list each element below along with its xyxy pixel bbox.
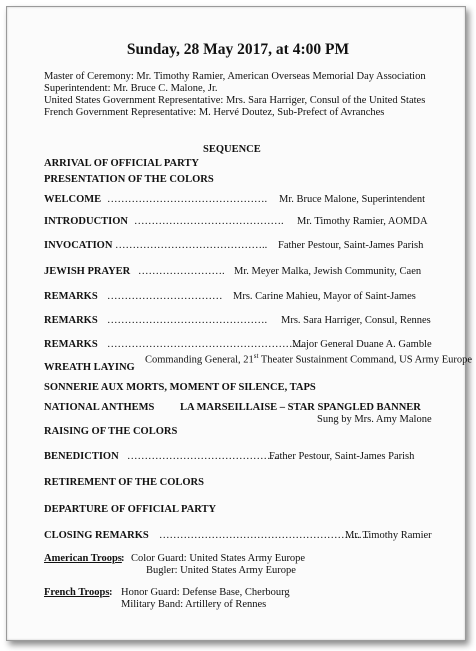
item-invocation-label: INVOCATION: [44, 240, 113, 251]
item-anthems-value: LA MARSEILLAISE – STAR SPANGLED BANNER: [180, 402, 421, 413]
closing-remarks-leader: ……………………………………………………: [159, 530, 369, 541]
item-welcome-label: WELCOME: [44, 194, 102, 205]
french-troops-line-1: Honor Guard: Defense Base, Cherbourg: [121, 587, 290, 598]
remarks-3-title-sup: st: [253, 352, 259, 360]
american-troops-label: American Troops: [44, 553, 122, 564]
jewish-prayer-person: Mr. Meyer Malka, Jewish Community, Caen: [234, 266, 422, 277]
item-closing-remarks-label: CLOSING REMARKS: [44, 530, 149, 541]
remarks-3-title-post: Theater Sustainment Command, US Army Europe: [258, 354, 473, 366]
item-remarks-3-label: REMARKS: [44, 339, 98, 350]
french-troops-label: French Troops: [44, 587, 110, 598]
item-benediction-label: BENEDICTION: [44, 451, 119, 462]
american-troops-line-1: Color Guard: United States Army Europe: [131, 553, 306, 564]
remarks-2-person: Mrs. Sara Harriger, Consul, Rennes: [281, 315, 431, 326]
official-us-representative: United States Government Representative: Mrs. Sara Harriger, Consul of the United States: [44, 95, 426, 106]
item-remarks-1-label: REMARKS: [44, 291, 98, 302]
official-master-of-ceremony: Master of Ceremony: Mr. Timothy Ramier, American Overseas Memorial Day Association: [44, 71, 426, 82]
introduction-person: Mr. Timothy Ramier, AOMDA: [297, 216, 428, 227]
invocation-person: Father Pestour, Saint-James Parish: [278, 240, 424, 251]
item-retirement-colors: RETIREMENT OF THE COLORS: [44, 477, 204, 488]
item-raising-colors: RAISING OF THE COLORS: [44, 426, 178, 437]
remarks-1-leader: ……………………………: [107, 291, 223, 302]
item-sonnerie: SONNERIE AUX MORTS, MOMENT OF SILENCE, TAPS: [44, 382, 316, 393]
introduction-leader: …………………………………….: [134, 216, 284, 227]
closing-remarks-person: Mr. Timothy Ramier: [345, 530, 432, 541]
french-troops-line-2: Military Band: Artillery of Rennes: [121, 599, 267, 610]
item-wreath-laying: WREATH LAYING: [44, 362, 135, 373]
welcome-person: Mr. Bruce Malone, Superintendent: [279, 194, 426, 205]
benediction-person: Father Pestour, Saint-James Parish: [269, 451, 415, 462]
welcome-leader: ……………………………………….: [107, 194, 268, 205]
item-anthems-label: NATIONAL ANTHEMS: [44, 402, 155, 413]
american-troops-colon: :: [121, 553, 125, 564]
american-troops-line-2: Bugler: United States Army Europe: [146, 565, 296, 576]
item-remarks-2-label: REMARKS: [44, 315, 98, 326]
remarks-1-person: Mrs. Carine Mahieu, Mayor of Saint-James: [233, 291, 416, 302]
remarks-3-leader: …………………………………………………: [107, 339, 307, 350]
remarks-3-title: [145, 350, 472, 367]
remarks-3-title-pre: Commanding General, 21: [145, 354, 254, 366]
item-departure: DEPARTURE OF OFFICIAL PARTY: [44, 504, 217, 515]
item-jewish-prayer-label: JEWISH PRAYER: [44, 266, 131, 277]
french-troops-colon: :: [109, 587, 113, 598]
anthems-sung-by: Sung by Mrs. Amy Malone: [317, 414, 432, 425]
benediction-leader: ……………………………………..: [127, 451, 280, 462]
sequence-heading: SEQUENCE: [203, 144, 261, 155]
remarks-3-person: Major General Duane A. Gamble: [292, 339, 432, 350]
remarks-2-leader: ……………………………………….: [107, 315, 268, 326]
item-presentation: PRESENTATION OF THE COLORS: [44, 174, 214, 185]
item-introduction-label: INTRODUCTION: [44, 216, 129, 227]
item-arrival: ARRIVAL OF OFFICIAL PARTY: [44, 158, 199, 169]
invocation-leader: ……………………………………..: [115, 240, 268, 251]
official-french-representative: French Government Representative: M. Hervé Doutez, Sub-Prefect of Avranches: [44, 107, 385, 118]
event-date-title: Sunday, 28 May 2017, at 4:00 PM: [126, 41, 350, 58]
official-superintendent: Superintendent: Mr. Bruce C. Malone, Jr.: [44, 83, 218, 94]
jewish-prayer-leader: …………………….: [138, 266, 225, 277]
